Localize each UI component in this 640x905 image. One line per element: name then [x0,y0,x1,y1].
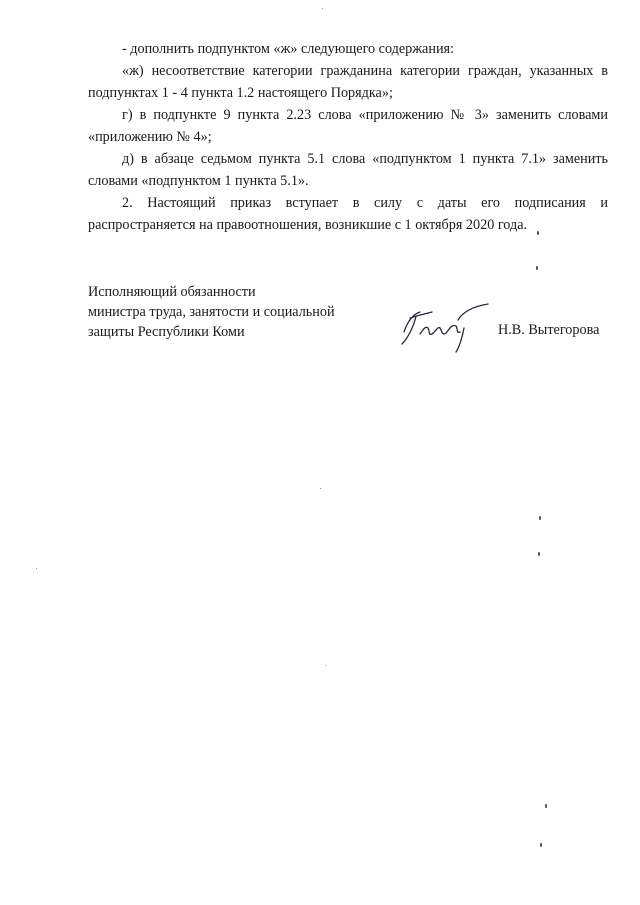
paragraph-effective-date: 2. Настоящий приказ вступает в силу с даты его подписания и распространяется на правоотношения, возникшие с 1 октября 2020 года. [88,195,608,233]
scan-artifact [36,568,37,569]
signatory-title-line: Исполняющий обязанности [88,284,256,300]
scan-artifact [537,231,539,235]
scan-artifact [545,804,547,808]
scan-artifact [540,843,542,847]
document-body [88,38,608,236]
scan-artifact [322,8,323,9]
scan-artifact [538,552,540,556]
signatory-name: Н.В. Вытегорова [498,322,600,338]
scan-artifact [325,665,326,666]
scan-artifact [320,488,321,489]
paragraph-subpoint-d: д) в абзаце седьмом пункта 5.1 слова «подпунктом 1 пункта 7.1» заменить словами «подпунктом 1 пункта 5.1». [88,151,608,189]
scan-artifact [536,266,538,270]
signatory-title [88,282,388,342]
paragraph-subpoint-zh: «ж) несоответствие категории гражданина категории граждан, указанных в подпунктах 1 - 4 пункта 1.2 настоящего Порядка»; [88,63,608,101]
handwritten-signature-icon [398,298,494,354]
signatory-title-line: министра труда, занятости и социальной [88,304,335,320]
paragraph-subpoint-g: г) в подпункте 9 пункта 2.23 слова «приложению № 3» заменить словами «приложению № 4»; [88,107,608,145]
paragraph-amendment-intro: - дополнить подпунктом «ж» следующего содержания: [122,41,455,57]
scan-artifact [539,516,541,520]
signatory-title-line: защиты Республики Коми [88,324,245,340]
